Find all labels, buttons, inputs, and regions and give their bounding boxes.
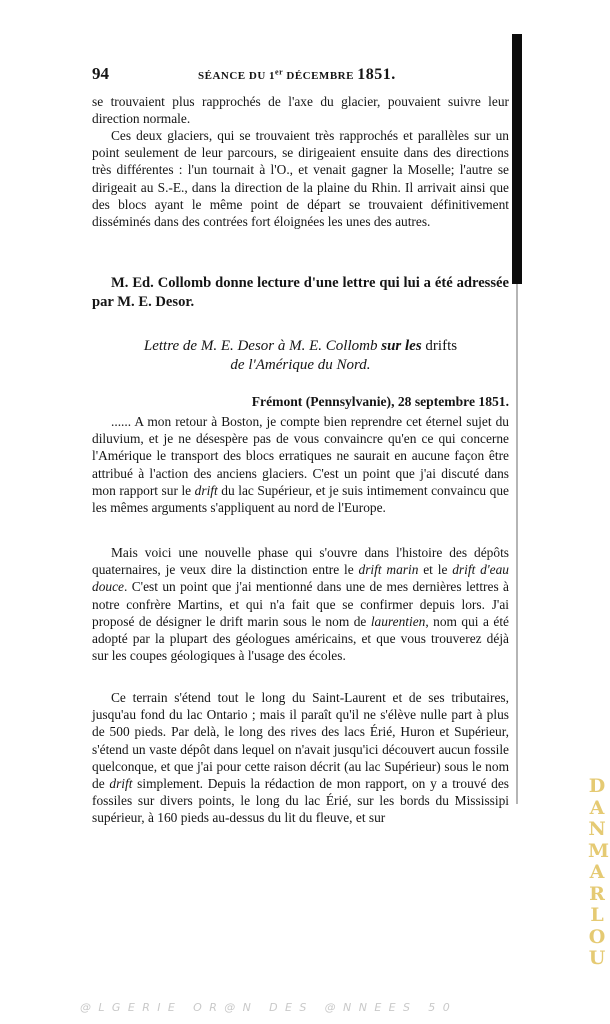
p5-drift-marin-term: drift marin: [358, 562, 419, 578]
letter-title-line-1: [92, 337, 509, 356]
watermark-letter: A: [589, 796, 605, 819]
running-head-year: 1851.: [357, 66, 396, 83]
watermark-letter: D: [588, 775, 606, 797]
p4-text-a: ...... A mon retour à Boston, je compte bien reprendre cet éternel sujet du diluvium, et je ne désespère pas de vous convaincre qu'en ce qui concerne l'Amérique le transport des blocs erratiques ne saurait en aucune façon être attribué à l'action des anciens glaciers. C'est un point que j'ai discuté dans mon rapport sur le: [92, 414, 509, 498]
running-head-month: DÉCEMBRE: [283, 70, 358, 82]
p5-text-b: et le: [418, 562, 453, 578]
watermark-vertical: [588, 775, 610, 970]
watermark-footer: @LGERIE OR@N DES @NNEES 50: [80, 1001, 458, 1014]
page-header: [92, 64, 512, 88]
p4-text-b: du lac Supérieur, et je suis intimement convaincu que les mêmes arguments s'appliquent au nord de l'Europe.: [92, 482, 509, 516]
binding-edge: [516, 284, 518, 804]
letter-title-part-b: sur les: [381, 338, 422, 354]
watermark-letter: O: [588, 925, 606, 948]
binding-shadow: [512, 34, 522, 284]
p6-drift-term: drift: [109, 776, 133, 792]
watermark-letter: A: [589, 861, 605, 883]
p5-text-c: . C'est un point que j'ai mentionné dans une de mes dernières lettres à notre confrère Martins, et qui n'a fait que se confirmer depuis lors. J'ai proposé de désigner le drift marin sous le nom de: [92, 579, 509, 629]
watermark-letter: R: [589, 882, 605, 905]
letter-title: [92, 337, 509, 375]
paragraph-collomb-announcement: M. Ed. Collomb donne lecture d'une lettre qui lui a été adressée par M. E. Desor.: [92, 275, 509, 310]
letter-title-part-a: Lettre de M. E. Desor à M. E. Collomb: [143, 338, 382, 354]
p6-text-a: Ce terrain s'étend tout le long du Saint-Laurent et de ses tributaires, jusqu'au fond du lac Ontario ; mais il paraît qu'il ne s'élève nulle part à plus de 500 pieds. Par delà, le long des rives des lacs Érié, Huron et Supérieur, s'étend un vaste dépôt dans lequel on n'avait jusqu'ici découvert aucun fossile quelconque, et que j'ai pour cette raison décrit (au lac Supérieur) sous le nom de: [92, 690, 509, 792]
watermark-letter: M: [588, 839, 610, 862]
letter-paragraph-new-phase: [92, 544, 509, 664]
paragraph-glaciers: Ces deux glaciers, qui se trouvaient très rapprochés et parallèles sur un point seulement de leur parcours, se dirigeaient ensuite dans des directions très différentes : l'un tournait à l'O., et venait gagner la Moselle; l'autre se dirigeait au S.-E., dans la direction de la plaine du Rhin. Il arrivait ainsi que des blocs ayant le même point de départ se trouvaient définitivement disséminés dans des contrées fort éloignées les unes des autres.: [92, 128, 509, 230]
running-head-session: SÉANCE DU 1: [198, 70, 276, 82]
watermark-letter: L: [590, 904, 604, 926]
p4-drift-term: drift: [194, 482, 218, 498]
p5-text-a: Mais voici une nouvelle phase qui s'ouvre dans l'histoire des dépôts quaternaires, je veux dire la distinction entre le: [92, 545, 509, 578]
paragraph-continued: se trouvaient plus rapprochés de l'axe du glacier, pouvaient suivre leur direction normale.: [92, 94, 509, 127]
letter-title-part-c: drifts: [421, 338, 458, 354]
letter-paragraph-saint-laurent: [92, 689, 509, 827]
page-number: 94: [92, 64, 109, 83]
watermark-letter: U: [588, 947, 606, 969]
letter-paragraph-boston: [92, 413, 509, 516]
p6-text-b: simplement. Depuis la rédaction de mon rapport, on y a trouvé des fossiles sur divers points, le long du lac Érié, sur les bords du Mississipi supérieur, à 160 pieds au-dessus du lit du fleuve, et sur: [92, 776, 509, 826]
p5-laurentien-term: laurentien: [370, 613, 426, 629]
running-head-sup: er: [275, 67, 284, 77]
letter-title-line-2: de l'Amérique du Nord.: [230, 357, 371, 373]
letter-dateline: Frémont (Pennsylvanie), 28 septembre 1851.: [251, 394, 509, 409]
p5-text-d: , nom qui a été adopté par la plupart des géologues américains, et que vous trouverez déjà sur les coupes géologiques à l'usage des écoles.: [92, 613, 509, 664]
watermark-letter: N: [588, 818, 606, 840]
running-head: [198, 66, 396, 84]
p5-drift-eau-term: drift d'eau douce: [92, 562, 510, 595]
